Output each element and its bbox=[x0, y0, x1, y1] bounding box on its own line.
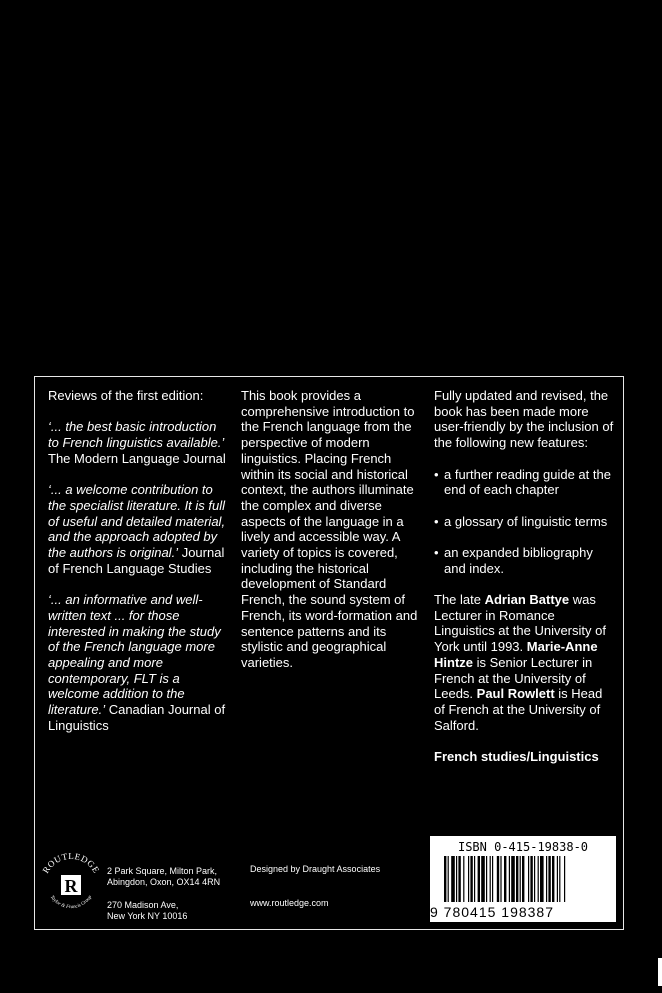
reviews-column bbox=[48, 388, 228, 733]
address-line: New York NY 10016 bbox=[107, 911, 188, 921]
barcode-bar bbox=[497, 856, 499, 902]
barcode-bar bbox=[500, 856, 501, 902]
features-column bbox=[434, 388, 616, 765]
barcode-bar bbox=[528, 856, 529, 902]
author-name: Marie-Anne Hintze bbox=[434, 639, 598, 670]
barcode-bar bbox=[468, 856, 469, 902]
uk-address bbox=[107, 866, 220, 888]
address-line: 270 Madison Ave, bbox=[107, 900, 179, 910]
edge-mark bbox=[658, 958, 662, 986]
address-line: 2 Park Square, Milton Park, bbox=[107, 866, 218, 876]
routledge-logo bbox=[36, 847, 106, 917]
review-1-quote: ‘... the best basic introduction to French linguistics available.’ bbox=[48, 419, 225, 451]
designer-credit: Designed by Draught Associates bbox=[250, 864, 381, 874]
barcode-bar bbox=[474, 856, 475, 902]
barcode-bar bbox=[511, 856, 515, 902]
barcode-bar bbox=[456, 856, 457, 902]
author-bios bbox=[434, 592, 616, 733]
address-line: Abingdon, Oxon, OX14 4RN bbox=[107, 877, 221, 887]
barcode-bar bbox=[458, 856, 460, 902]
reviews-heading: Reviews of the first edition: bbox=[48, 388, 204, 403]
isbn-digits-text: 9 780415 198387 bbox=[430, 904, 554, 920]
review-3-source: Canadian Journal of Linguistics bbox=[48, 702, 226, 733]
review-2-source: Journal of French Language Studies bbox=[48, 545, 225, 576]
book-description: This book provides a comprehensive introduction to the French language from the perspective of modern linguistics. Placing French within its social and historical context, the authors illuminate the complex and diverse aspects of the language in a lively and accessible way. A variety of topics is covered, including the historical development of Standard French, the sound system of French, its word-formation and sentence patterns and its stylistic and geographical varieties. bbox=[241, 388, 418, 670]
barcode-bar bbox=[492, 856, 493, 902]
category-text: French studies/Linguistics bbox=[434, 749, 599, 765]
barcode-bar bbox=[546, 856, 547, 902]
barcode-bar bbox=[509, 856, 510, 902]
review-1-source: The Modern Language Journal bbox=[48, 450, 226, 466]
author-name: Paul Rowlett bbox=[476, 686, 555, 702]
barcode-bar bbox=[534, 856, 535, 902]
barcode-bar bbox=[520, 856, 521, 902]
barcode-bar bbox=[522, 856, 524, 902]
review-1 bbox=[48, 419, 228, 466]
features-intro: Fully updated and revised, the book has been made more user-friendly by the inclusion of the following new features: bbox=[434, 388, 614, 451]
barcode-bar bbox=[559, 856, 560, 902]
barcode-bar bbox=[486, 856, 487, 902]
barcode-bar bbox=[444, 856, 446, 902]
isbn-label: ISBN 0-415-19838-0 bbox=[457, 840, 589, 854]
barcode-bar bbox=[490, 856, 491, 902]
barcode-bar bbox=[552, 856, 554, 902]
website-link[interactable]: www.routledge.com bbox=[250, 898, 329, 908]
barcode-bar bbox=[538, 856, 539, 902]
barcode-bar bbox=[504, 856, 506, 902]
feature-item: • an expanded bibliography and index. bbox=[434, 545, 616, 576]
feature-item: • a further reading guide at the end of each chapter bbox=[434, 467, 616, 498]
review-3 bbox=[48, 592, 228, 733]
category-label bbox=[434, 749, 616, 765]
barcode-bar bbox=[548, 856, 550, 902]
description-column bbox=[241, 388, 419, 671]
logo-letter: R bbox=[64, 876, 78, 896]
barcode-bar bbox=[478, 856, 480, 902]
feature-item: • a glossary of linguistic terms bbox=[434, 514, 616, 530]
logo-wordmark: ROUTLEDGE bbox=[40, 850, 102, 875]
bio-text: is Head of French at the University of Salford. bbox=[434, 686, 603, 733]
bio-text: was Lecturer in Romance Linguistics at the University of York until 1993. bbox=[434, 592, 606, 655]
author-name: Adrian Battye bbox=[484, 592, 570, 608]
barcode-bar bbox=[557, 856, 558, 902]
barcode-bar bbox=[470, 856, 472, 902]
barcode-bar bbox=[448, 856, 449, 902]
barcode-bar bbox=[540, 856, 544, 902]
bio-text: is Senior Lecturer in French at the University of Leeds. bbox=[434, 654, 593, 702]
barcode-bar bbox=[530, 856, 532, 902]
barcode-bars bbox=[444, 856, 610, 902]
review-2 bbox=[48, 482, 228, 576]
bio-text: The late bbox=[434, 592, 485, 608]
barcode-bar bbox=[451, 856, 455, 902]
barcode-bar bbox=[481, 856, 485, 902]
logo-subtitle: Taylor & Francis Group bbox=[48, 894, 94, 911]
isbn-digits bbox=[430, 904, 616, 920]
us-address bbox=[107, 900, 187, 922]
barcode-bar bbox=[463, 856, 464, 902]
review-2-quote: ‘... a welcome contribution to the specialist literature. It is full of useful and detailed material, and the approach adopted by the authors is original.’ bbox=[48, 482, 226, 560]
barcode-bar bbox=[564, 856, 565, 902]
barcode-bar bbox=[516, 856, 518, 902]
review-3-quote: ‘... an informative and well-written text ... for those interested in making the study of the French language more appealing and more contemporary, FLT is a welcome addition to the literature.’ bbox=[48, 592, 221, 718]
